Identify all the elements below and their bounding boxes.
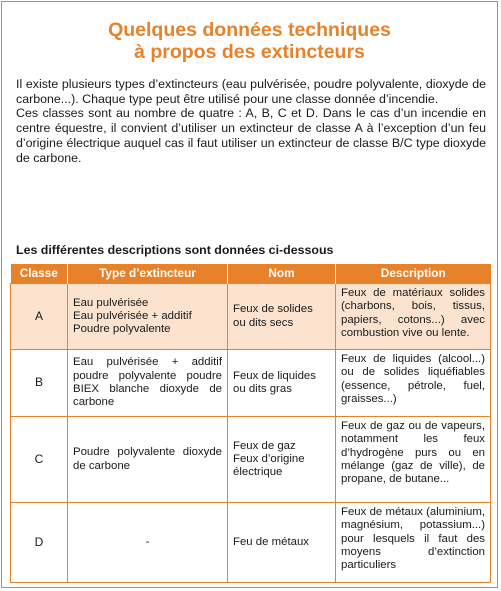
cell-type-line: Eau pulvérisée	[73, 296, 149, 309]
intro-text	[16, 77, 486, 165]
cell-nom-line: ou dits gras	[233, 383, 292, 395]
cell-nom-line: Feu de métaux	[233, 535, 309, 548]
cell-type-line: Eau pulvérisée + additif	[73, 309, 192, 322]
header-nom: Nom	[228, 264, 336, 284]
cell-type	[68, 350, 228, 417]
cell-nom-line: Feux de solides	[233, 303, 313, 316]
table-row	[11, 503, 491, 583]
cell-nom	[228, 284, 336, 350]
cell-nom-line: Feux d’origine	[233, 452, 305, 465]
title-line-1: Quelques données techniques	[108, 19, 391, 41]
cell-nom	[228, 417, 336, 503]
cell-classe: A	[11, 284, 68, 350]
intro-paragraph-1: Il existe plusieurs types d’extincteurs (eau pulvérisée, poudre polyvalente, dioxyde de carbone...). Chaque type peut être utilisé pour une classe donnée d’incendie.	[16, 77, 486, 106]
header-classe: Classe	[11, 264, 68, 284]
cell-type	[68, 417, 228, 503]
cell-description: Feux de matériaux solides (charbons, bois, tissus, papiers, cotons...) avec combustion vive ou lente.	[336, 284, 491, 350]
cell-classe: B	[11, 350, 68, 417]
table-row	[11, 417, 491, 503]
table-header-row	[11, 264, 491, 284]
header-description: Description	[336, 264, 491, 284]
cell-nom-line: électrique	[233, 466, 283, 479]
cell-type	[68, 284, 228, 350]
table-row	[11, 350, 491, 417]
cell-type-line: Eau pulvérisée + additif poudre polyvalente poudre BIEX blanche dioxyde de carbone	[73, 356, 222, 409]
cell-description: Feux de liquides (alcool...) ou de solides liquéfiables (essence, pétrole, fuel, graisses...)	[336, 350, 491, 417]
extinguisher-table	[10, 264, 491, 583]
cell-nom	[228, 503, 336, 583]
cell-type	[68, 503, 228, 583]
cell-classe: C	[11, 417, 68, 503]
panel-title	[2, 19, 497, 63]
cell-nom	[228, 350, 336, 417]
cell-type-line: Poudre polyvalente	[73, 323, 171, 336]
cell-type-line: -	[145, 535, 150, 548]
cell-type-line: Poudre polyvalente dioxyde de carbone	[73, 446, 222, 472]
title-line-2: à propos des extincteurs	[134, 41, 365, 63]
cell-description: Feux de gaz ou de vapeurs, notamment les feux d’hydrogène purs ou en mélange (gaz de ville), de propane, de butane...	[336, 417, 491, 503]
info-panel	[1, 1, 498, 588]
table-row	[11, 284, 491, 350]
table-caption: Les différentes descriptions sont données ci-dessous	[16, 243, 334, 257]
header-type: Type d’extincteur	[68, 264, 228, 284]
cell-nom-line: Feux de gaz	[233, 439, 296, 452]
cell-description: Feux de métaux (aluminium, magnésium, potassium...) pour lesquels il faut des moyens d’extinction particuliers	[336, 503, 491, 583]
intro-paragraph-2: Ces classes sont au nombre de quatre : A, B, C et D. Dans le cas d’un incendie en centre équestre, il convient d’utiliser un extincteur de classe A à l’exception d’un feu d’origine électrique auquel cas il faut utiliser un extincteur de classe B/C type dioxyde de carbone.	[16, 106, 486, 165]
cell-classe: D	[11, 503, 68, 583]
cell-nom-line: ou dits secs	[233, 316, 294, 329]
cell-nom-line: Feux de liquides	[233, 369, 316, 382]
